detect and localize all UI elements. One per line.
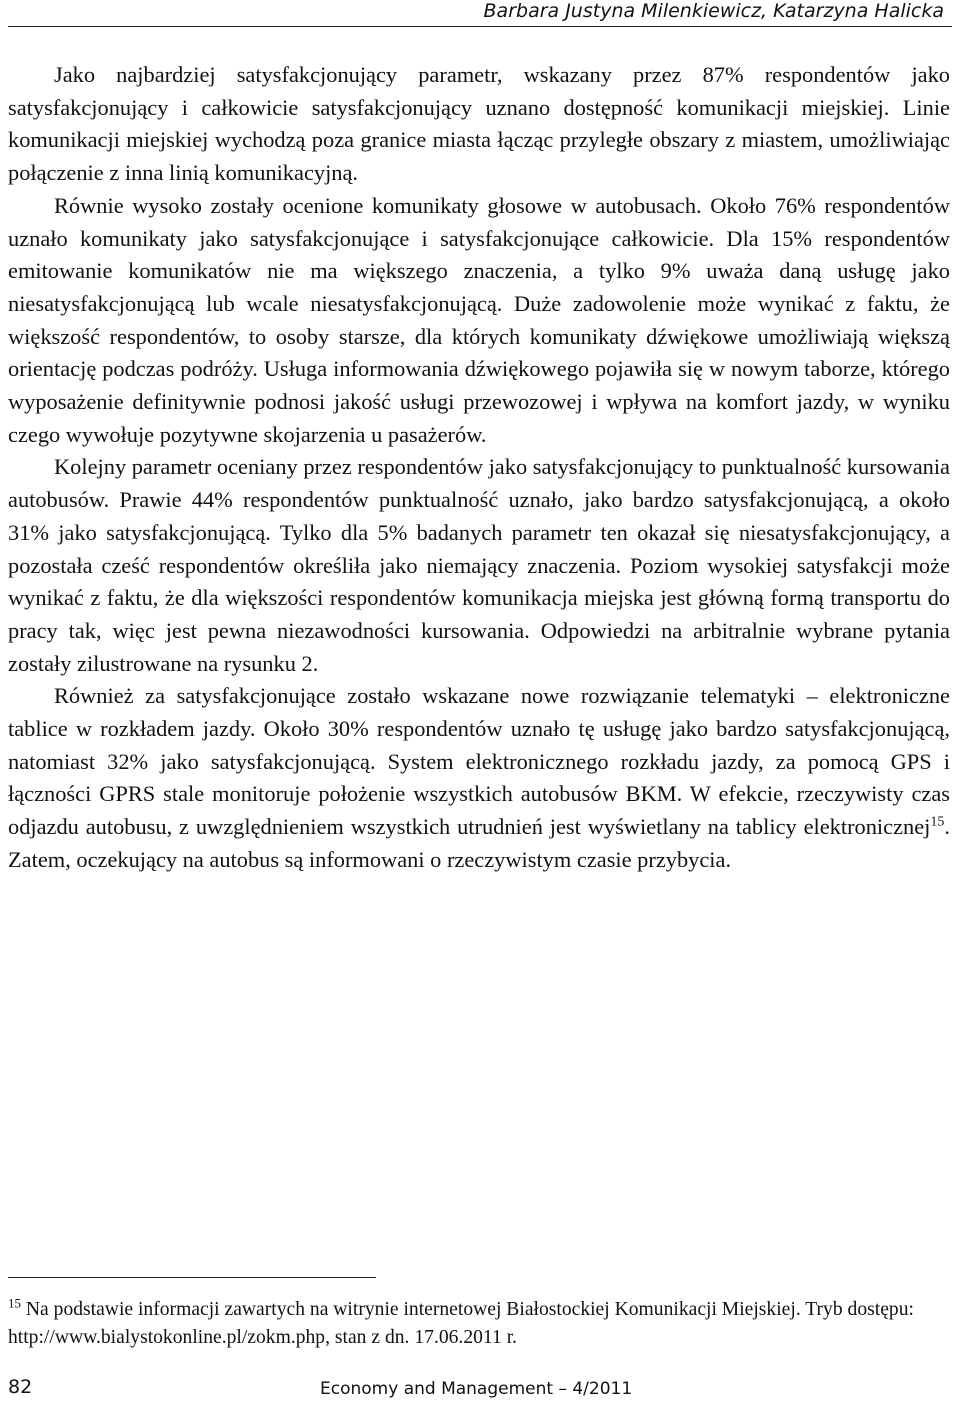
- page-number: 82: [8, 1376, 33, 1398]
- paragraph-4-text-before: Również za satysfakcjonujące zostało wskazane nowe rozwiązanie telematyki – elektroniczne tablice w rozkładem jazdy. Około 30% respondentów uznało tę usługę jako bardzo satysfakcjonującą, natomiast 32% jako satysfakcjonującą. System elektronicznego rozkładu jazdy, za pomocą GPS i łączności GPRS stale monitoruje położenie wszystkich autobusów BKM. W efekcie, rzeczywisty czas odjazdu autobusu, z uwzględnieniem wszystkich utrudnień jest wyświetlany na tablicy elektronicznej: [8, 683, 950, 840]
- paragraph-4: [8, 680, 950, 876]
- paragraph-4-text-after: . Zatem, oczekujący na autobus są informowani o rzeczywistym czasie przybycia.: [8, 814, 950, 872]
- header-rule: [8, 26, 952, 27]
- paragraph-1: Jako najbardziej satysfakcjonujący parametr, wskazany przez 87% respondentów jako satysfakcjonujący i całkowicie satysfakcjonujący uznano dostępność komunikacji miejskiej. Linie komunikacji miejskiej wychodzą poza granice miasta łącząc przyległe obszary z miastem, umożliwiając połączenie z inna linią komunikacyjną.: [8, 62, 950, 186]
- body-text: [8, 59, 950, 877]
- paragraph-3: Kolejny parametr oceniany przez respondentów jako satysfakcjonujący to punktualność kursowania autobusów. Prawie 44% respondentów punktualność uznało, jako bardzo satysfakcjonującą, a około 31% jako satysfakcjonującą. Tylko dla 5% badanych parametr ten okazał się niesatysfakcjonujący, a pozostała cześć respondentów określiła jako niemający znaczenia. Poziom wysokiej satysfakcji może wynikać z faktu, że dla większości respondentów komunikacja miejska jest główną formą transportu do pracy tak, więc jest pewna niezawodności kursowania. Odpowiedzi na arbitralnie wybrane pytania zostały zilustrowane na rysunku 2.: [8, 454, 950, 676]
- running-head-authors: Barbara Justyna Milenkiewicz, Katarzyna Halicka: [483, 0, 944, 22]
- footnote-reference[interactable]: 15: [930, 814, 945, 830]
- footnote-rule: [8, 1277, 376, 1278]
- journal-footer: Economy and Management – 4/2011: [320, 1379, 633, 1399]
- paragraph-2: Równie wysoko zostały ocenione komunikaty głosowe w autobusach. Około 76% respondentów uznało komunikaty jako satysfakcjonujące i satysfakcjonujące całkowicie. Dla 15% respondentów emitowanie komunikatów nie ma większego znaczenia, a tylko 9% uważa daną usługę jako niesatysfakcjonującą lub wcale niesatysfakcjonującą. Duże zadowolenie może wynikać z faktu, że większość respondentów, to osoby starsze, dla których komunikaty dźwiękowe umożliwiają większą orientację podczas podróży. Usługa informowania dźwiękowego pojawiła się w nowym taborze, którego wyposażenie definitywnie podnosi jakość usługi przewozowej i wpływa na komfort jazdy, w wyniku czego wywołuje pozytywne skojarzenia u pasażerów.: [8, 192, 950, 447]
- footnote: [8, 1296, 954, 1352]
- footnote-number: 15: [8, 1295, 21, 1311]
- footnote-text: Na podstawie informacji zawartych na witrynie internetowej Białostockiej Komunikacji Miejskiej. Tryb dostępu: http://www.bialystokonline.pl/zokm.php, stan z dn. 17.06.2011 r.: [8, 1299, 914, 1348]
